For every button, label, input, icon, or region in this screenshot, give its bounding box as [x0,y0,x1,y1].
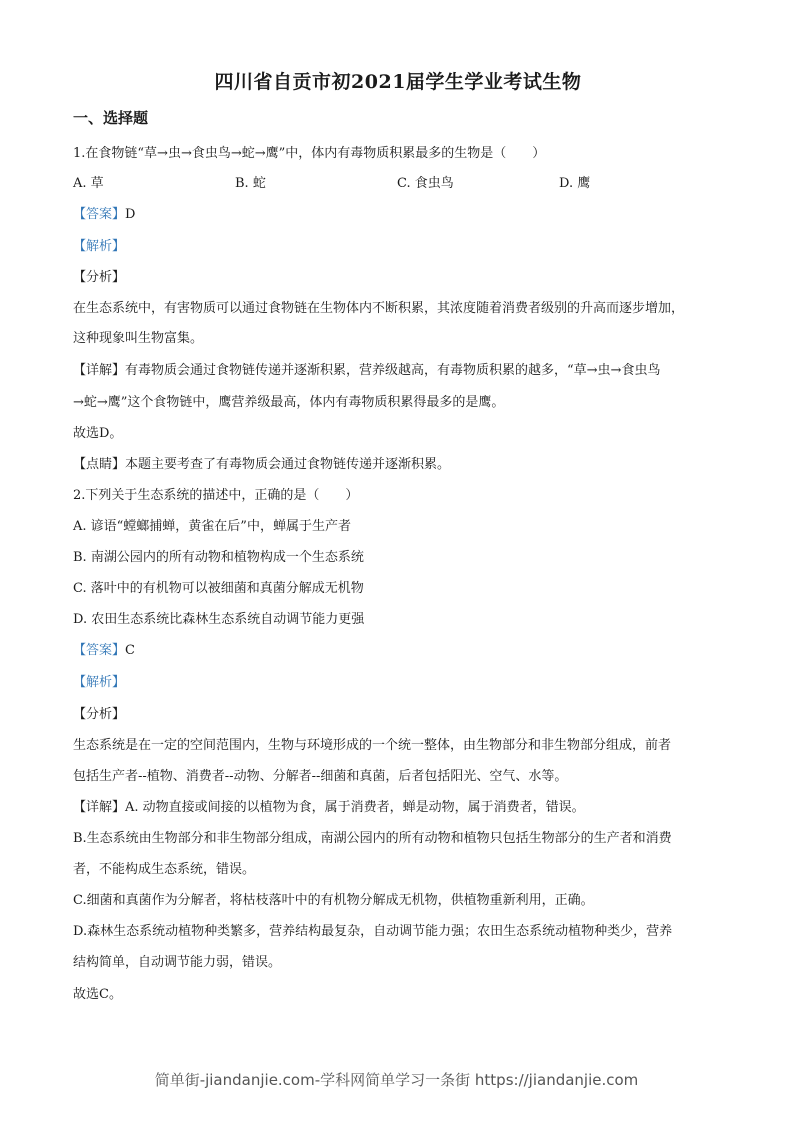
q2-fenxi-tag: 【分析】 [73,707,126,722]
detail-tag: 【详解】 [73,363,126,378]
comment-text: 本题主要考查了有毒物质会通过食物链传递并逐渐积累。 [125,457,451,472]
q1-fenxi-tag: 【分析】 [73,270,126,285]
q2-detail-b-line-1: B.生态系统由生物部分和非生物部分组成，南湖公园内的所有动物和植物只包括生物部分的生产者和消费 [73,831,672,846]
q1-comment [73,453,450,472]
q1-analysis-tag: 【解析】 [73,239,126,254]
q1-detail-line-2: →蛇→鹰”这个食物链中，鹰营养级最高，体内有毒物质积累得最多的是鹰。 [73,395,505,410]
q1-fenxi-line-2: 这种现象叫生物富集。 [73,331,204,346]
q1-answer [73,203,135,222]
footer-watermark: 简单街-jiandanjie.com-学科网简单学习一条街 https://jiandanjie.com [154,1071,639,1089]
q2-option-c: C. 落叶中的有机物可以被细菌和真菌分解成无机物 [73,581,364,596]
answer-tag: 【答案】 [73,643,126,658]
q1-option-a: A. 草 [73,176,104,191]
q2-detail-c: C.细菌和真菌作为分解者，将枯枝落叶中的有机物分解成无机物，供植物重新利用，正确。 [73,893,594,908]
q1-stem: 1.在食物链“草→虫→食虫鸟→蛇→鹰”中，体内有毒物质积累最多的生物是（ ） [73,146,546,161]
q2-option-d: D. 农田生态系统比森林生态系统自动调节能力更强 [73,612,365,627]
q2-analysis-tag: 【解析】 [73,675,126,690]
q1-detail-line-1 [73,359,660,378]
q2-detail-d-line-2: 结构简单，自动调节能力弱，错误。 [73,955,282,970]
q2-fenxi-line-1: 生态系统是在一定的空间范围内，生物与环境形成的一个统一整体，由生物部分和非生物部分组成，前者 [73,738,672,753]
q2-detail-b-line-2: 者，不能构成生态系统，错误。 [73,862,256,877]
q2-choose: 故选C。 [73,987,122,1002]
comment-tag: 【点睛】 [73,457,126,472]
q2-fenxi-line-2: 包括生产者--植物、消费者--动物、分解者--细菌和真菌，后者包括阳光、空气、水等。 [73,769,568,784]
answer-tag: 【答案】 [73,207,126,222]
q1-option-c: C. 食虫鸟 [397,176,454,191]
document-page [73,0,723,1122]
detail-text: A. 动物直接或间接的以植物为食，属于消费者，蝉是动物，属于消费者，错误。 [125,800,585,815]
section-heading: 一、选择题 [73,109,149,127]
q2-stem: 2.下列关于生态系统的描述中，正确的是（ ） [73,488,359,503]
q2-answer [73,639,135,658]
detail-tag: 【详解】 [73,800,126,815]
page-title: 四川省自贡市初2021届学生学业考试生物 [214,71,582,93]
answer-value: D [125,207,136,222]
q2-detail-a [73,796,585,815]
q1-option-d: D. 鹰 [559,176,591,191]
q2-option-b: B. 南湖公园内的所有动物和植物构成一个生态系统 [73,550,364,565]
q2-option-a: A. 谚语“螳螂捕蝉，黄雀在后”中，蝉属于生产者 [73,519,351,534]
detail-text: 有毒物质会通过食物链传递并逐渐积累，营养级越高，有毒物质积累的越多，“草→虫→食虫鸟 [125,363,661,378]
q1-fenxi-line-1: 在生态系统中，有害物质可以通过食物链在生物体内不断积累，其浓度随着消费者级别的升高而逐步增加， [73,301,685,316]
q2-detail-d-line-1: D.森林生态系统动植物种类繁多，营养结构最复杂，自动调节能力强；农田生态系统动植物种类少，营养 [73,924,673,939]
answer-value: C [125,643,135,658]
q1-option-b: B. 蛇 [235,176,266,191]
q1-choose: 故选D。 [73,426,123,441]
